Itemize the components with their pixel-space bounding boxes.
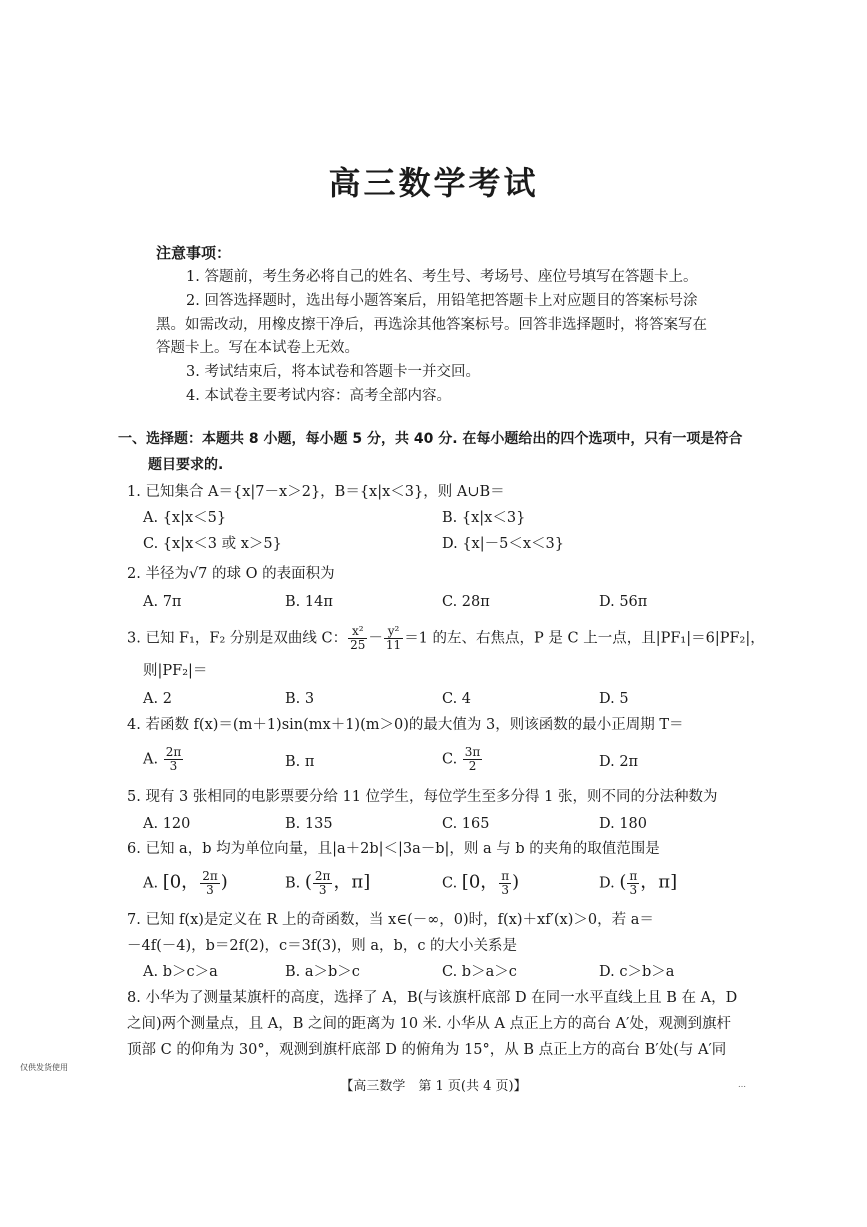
question-3-option-c: C. 4 xyxy=(442,691,472,707)
question-1-option-d: D. {x|－5＜x＜3} xyxy=(442,536,564,552)
question-3-stem-line-2: 则|PF₂|＝ xyxy=(143,663,208,679)
question-5-option-a: A. 120 xyxy=(143,816,191,832)
question-4-option-a: A. $\frac{2\pi}{3}$ xyxy=(143,745,182,774)
question-3-option-d: D. 5 xyxy=(599,691,629,707)
question-2-option-b: B. 14π xyxy=(285,594,333,610)
corner-mark: … xyxy=(738,1080,746,1089)
question-7-option-c: C. b＞a＞c xyxy=(442,964,517,980)
notice-line-2: 2. 回答选择题时，选出每小题答案后，用铅笔把答题卡上对应题目的答案标号涂 xyxy=(186,293,698,309)
question-8-stem-line-2: 之间)两个测量点，且 A，B 之间的距离为 10 米. 小华从 A 点正上方的高台 A′处，观测到旗杆 xyxy=(127,1016,731,1032)
question-6-option-c: C. [0， $\frac{\pi}{3}$ ) xyxy=(442,869,520,898)
question-7-stem-line-2: －4f(－4)，b＝2f(2)，c＝3f(3)，则 a，b，c 的大小关系是 xyxy=(127,938,518,954)
page-footer: 【高三数学 第 1 页(共 4 页)】 xyxy=(340,1079,527,1094)
question-3-stem-post: ＝1 的左、右焦点，P 是 C 上一点，且|PF₁|＝6|PF₂|， xyxy=(404,630,765,647)
section-heading-line-1: 一、选择题：本题共 8 小题，每小题 5 分，共 40 分. 在每小题给出的四个选项中，只有一项是符合 xyxy=(118,431,743,447)
question-8-stem-line-3: 顶部 C 的仰角为 30°，观测到旗杆底部 D 的俯角为 15°，从 B 点正上方的高台 B′处(与 A′同 xyxy=(127,1042,727,1058)
question-6-option-a: A. [0， $\frac{2\pi}{3}$ ) xyxy=(143,869,228,898)
notice-line-5: 3. 考试结束后，将本试卷和答题卡一并交回。 xyxy=(186,364,480,380)
side-note: 仅供发货使用 xyxy=(20,1063,68,1072)
question-1-stem: 1. 已知集合 A＝{x|7－x＞2}，B＝{x|x＜3}，则 A∪B＝ xyxy=(127,484,505,500)
question-1-option-c: C. {x|x＜3 或 x＞5} xyxy=(143,536,282,552)
notice-heading: 注意事项： xyxy=(156,244,232,262)
question-4-option-c-fraction: $\frac{3\pi}{2}$ xyxy=(464,745,481,774)
question-3-fraction-y: $\frac{\text{y²}}{11}$ xyxy=(385,624,402,653)
question-2-stem: 2. 半径为√7 的球 O 的表面积为 xyxy=(127,566,335,582)
question-2-option-c: C. 28π xyxy=(442,594,490,610)
question-3-option-b: B. 3 xyxy=(285,691,315,707)
notice-line-6: 4. 本试卷主要考试内容：高考全部内容。 xyxy=(186,388,451,404)
question-4-option-c: C. $\frac{3\pi}{2}$ xyxy=(442,745,481,774)
question-5-option-b: B. 135 xyxy=(285,816,333,832)
question-4-stem: 4. 若函数 f(x)＝(m＋1)sin(mx＋1)(m＞0)的最大值为 3，则该函数的最小正周期 T＝ xyxy=(127,717,684,733)
question-6-option-d: D. ( $\frac{\pi}{3}$ ，π] xyxy=(599,869,678,898)
question-7-stem-line-1: 7. 已知 f(x)是定义在 R 上的奇函数，当 x∈(－∞，0)时，f(x)＋xf′(x)＞0，若 a＝ xyxy=(127,912,654,928)
question-4-option-a-fraction: $\frac{2\pi}{3}$ xyxy=(165,745,182,774)
page-title: 高三数学考试 xyxy=(328,164,539,202)
question-5-option-d: D. 180 xyxy=(599,816,648,832)
question-1-option-b: B. {x|x＜3} xyxy=(442,510,526,526)
notice-line-3: 黑。如需改动，用橡皮擦干净后，再选涂其他答案标号。回答非选择题时，将答案写在 xyxy=(156,317,707,333)
question-3-stem: 3. 已知 F₁，F₂ 分别是双曲线 C： $\frac{\text{x²}}{25}$ － $\frac{\text{y²}}{11}$ ＝1 的左、右焦点，P 是 C 上一点，且|PF₁|＝6|PF₂|， xyxy=(127,624,765,653)
notice-line-4: 答题卡上。写在本试卷上无效。 xyxy=(156,340,359,356)
question-2-option-d: D. 56π xyxy=(599,594,648,610)
question-3-stem-pre: 3. 已知 F₁，F₂ 分别是双曲线 C： xyxy=(127,630,348,647)
question-6-stem: 6. 已知 a，b 均为单位向量，且|a＋2b|＜|3a－b|，则 a 与 b 的夹角的取值范围是 xyxy=(127,841,660,857)
question-7-option-d: D. c＞b＞a xyxy=(599,964,675,980)
question-4-option-d: D. 2π xyxy=(599,754,639,770)
question-7-option-b: B. a＞b＞c xyxy=(285,964,360,980)
question-1-option-a: A. {x|x＜5} xyxy=(143,510,227,526)
question-3-option-a: A. 2 xyxy=(143,691,172,707)
question-7-option-a: A. b＞c＞a xyxy=(143,964,218,980)
section-heading-line-2: 题目要求的. xyxy=(148,457,224,473)
notice-line-1: 1. 答题前，考生务必将自己的姓名、考生号、考场号、座位号填写在答题卡上。 xyxy=(186,269,698,285)
question-3-fraction-x: $\frac{\text{x²}}{25}$ xyxy=(350,624,366,653)
question-6-option-b: B. ( $\frac{2\pi}{3}$ ，π] xyxy=(285,869,371,898)
question-5-stem: 5. 现有 3 张相同的电影票要分给 11 位学生，每位学生至多分得 1 张，则不同的分法种数为 xyxy=(127,789,718,805)
question-8-stem-line-1: 8. 小华为了测量某旗杆的高度，选择了 A，B(与该旗杆底部 D 在同一水平直线上且 B 在 A，D xyxy=(127,990,738,1006)
question-4-option-b: B. π xyxy=(285,754,315,770)
question-5-option-c: C. 165 xyxy=(442,816,490,832)
question-2-option-a: A. 7π xyxy=(143,594,182,610)
